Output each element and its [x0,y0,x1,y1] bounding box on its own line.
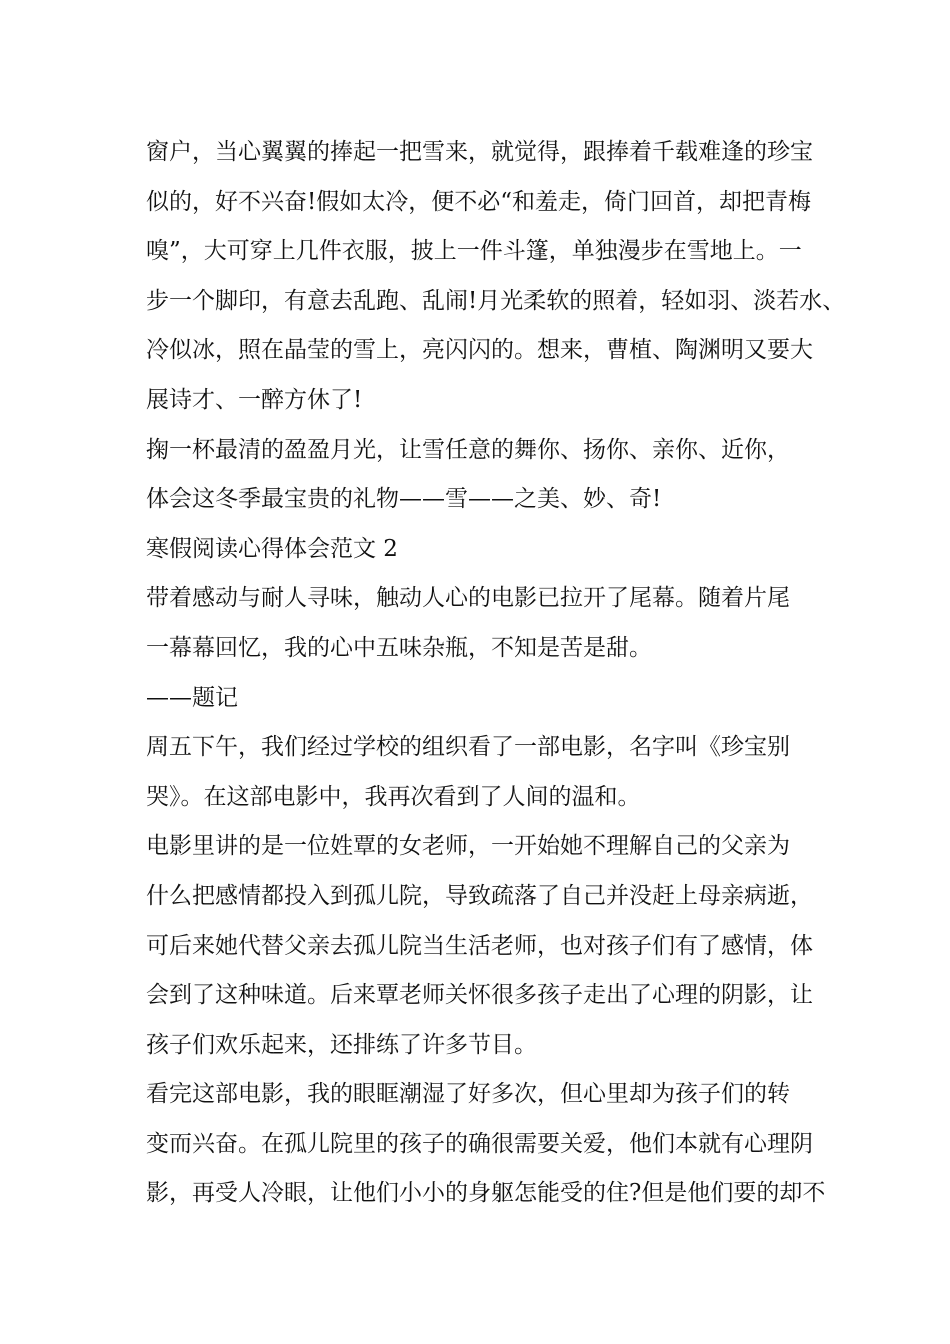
text-line: 变而兴奋。在孤儿院里的孩子的确很需要关爱，他们本就有心理阴 [146,1130,813,1157]
text-line: 冷似冰，照在晶莹的雪上，亮闪闪的。想来，曹植、陶渊明又要大 [146,337,813,364]
text-line: 看完这部电影，我的眼眶潮湿了好多次，但心里却为孩子们的转 [146,1081,790,1108]
text-line: 什么把感情都投入到孤儿院，导致疏落了自己并没赶上母亲病逝， [146,882,813,909]
text-line: 步一个脚印，有意去乱跑、乱闹!月光柔软的照着，轻如羽、淡若水、 [146,287,846,314]
text-line: 可后来她代替父亲去孤儿院当生活老师，也对孩子们有了感情，体 [146,932,813,959]
text-line: 掬一杯最清的盈盈月光，让雪任意的舞你、扬你、亲你、近你， [146,436,790,463]
text-line: 似的，好不兴奋!假如太冷，便不必“和羞走，倚门回首，却把青梅 [146,188,812,215]
text-line: 一幕幕回忆，我的心中五味杂瓶，不知是苦是甜。 [146,634,652,661]
text-line: 体会这冬季最宝贵的礼物——雪——之美、妙、奇! [146,486,662,513]
text-line: 电影里讲的是一位姓覃的女老师，一开始她不理解自己的父亲为 [146,833,790,860]
document-body [146,128,846,1219]
text-line: 嗅”，大可穿上几件衣服，披上一件斗篷，单独漫步在雪地上。一 [146,238,802,265]
text-line: 周五下午，我们经过学校的组织看了一部电影，名字叫《珍宝别 [146,734,790,761]
epigraph-attribution: ——题记 [146,684,238,711]
text-line: 哭》。在这部电影中，我再次看到了人间的温和。 [146,783,641,810]
section-heading: 寒假阅读心得体会范文 2 [146,535,398,562]
text-line: 展诗才、一醉方休了! [146,386,363,413]
text-line: 影，再受人冷眼，让他们小小的身躯怎能受的住?但是他们要的却不 [146,1180,826,1207]
text-line: 会到了这种味道。后来覃老师关怀很多孩子走出了心理的阴影，让 [146,982,813,1009]
text-line: 带着感动与耐人寻味，触动人心的电影已拉开了尾幕。随着片尾 [146,585,790,612]
text-line: 窗户，当心翼翼的捧起一把雪来，就觉得，跟捧着千载难逢的珍宝 [146,139,813,165]
text-line: 孩子们欢乐起来，还排练了许多节目。 [146,1031,537,1058]
